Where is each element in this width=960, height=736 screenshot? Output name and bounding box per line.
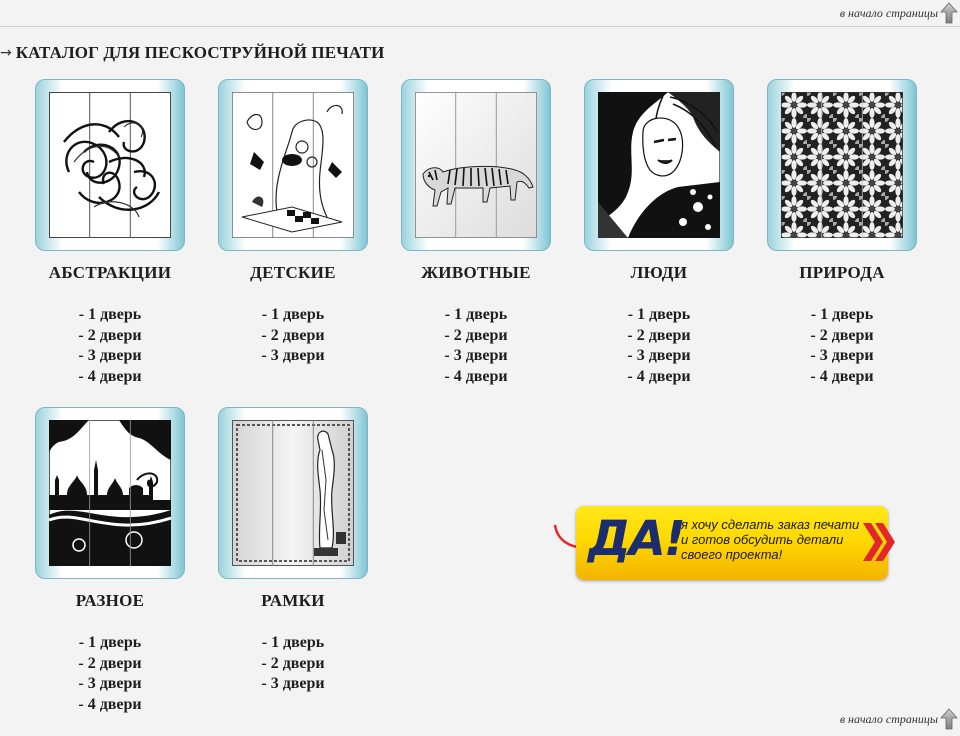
- category-card-nature: [767, 79, 917, 386]
- category-card-people: [584, 79, 734, 386]
- back-to-top-label: в начало страницы: [839, 5, 938, 20]
- category-name-kids[interactable]: ДЕТСКИЕ: [250, 263, 336, 282]
- door-option-2[interactable]: - 2 двери: [78, 326, 142, 344]
- arrow-right-icon: →: [0, 45, 12, 61]
- door-option-4[interactable]: - 4 двери: [444, 368, 508, 386]
- category-thumbnail-nature[interactable]: [767, 79, 917, 251]
- category-name-people[interactable]: ЛЮДИ: [630, 263, 688, 282]
- category-name-animals[interactable]: ЖИВОТНЫЕ: [421, 263, 531, 282]
- section-header: [0, 43, 384, 63]
- cta-text: я хочу сделать заказ печати и готов обсудить детали своего проекта!: [681, 517, 860, 562]
- top-bar: [0, 0, 960, 27]
- category-name-abstractions[interactable]: АБСТРАКЦИИ: [48, 263, 172, 282]
- door-option-3[interactable]: - 3 двери: [78, 675, 142, 693]
- door-options-misc: [20, 633, 200, 716]
- category-name-nature[interactable]: ПРИРОДА: [799, 263, 885, 282]
- door-option-3[interactable]: - 3 двери: [78, 347, 142, 365]
- category-thumbnail-animals[interactable]: [401, 79, 551, 251]
- category-card-animals: [401, 79, 551, 386]
- category-name-misc[interactable]: РАЗНОЕ: [75, 591, 145, 610]
- door-option-4[interactable]: - 4 двери: [78, 368, 142, 386]
- oriental-city-image: [49, 420, 171, 566]
- door-option-1[interactable]: - 1 дверь: [261, 634, 325, 651]
- category-thumbnail-abstractions[interactable]: [35, 79, 185, 251]
- category-thumbnail-people[interactable]: [584, 79, 734, 251]
- category-name-frames[interactable]: РАМКИ: [261, 591, 325, 610]
- category-thumbnail-kids[interactable]: [218, 79, 368, 251]
- category-thumbnail-frames[interactable]: [218, 407, 368, 579]
- woman-portrait-image: [598, 92, 720, 238]
- door-options-frames: [203, 633, 383, 695]
- door-option-2[interactable]: - 2 двери: [261, 326, 325, 344]
- category-card-misc: [35, 407, 185, 714]
- back-to-top-link-bottom[interactable]: [840, 708, 958, 730]
- abstract-swirl-image: [49, 92, 171, 238]
- door-option-4[interactable]: - 4 двери: [78, 696, 142, 714]
- up-arrow-icon: [940, 2, 958, 24]
- door-option-3[interactable]: - 3 двери: [261, 347, 325, 365]
- door-option-3[interactable]: - 3 двери: [444, 347, 508, 365]
- tiger-image: [415, 92, 537, 238]
- cta-headline: ДА!: [588, 511, 684, 567]
- frame-statue-image: [232, 420, 354, 566]
- door-option-4[interactable]: - 4 двери: [810, 368, 874, 386]
- door-option-4[interactable]: - 4 двери: [627, 368, 691, 386]
- back-to-top-link[interactable]: [840, 2, 958, 24]
- door-option-1[interactable]: - 1 дверь: [444, 306, 508, 323]
- category-thumbnail-misc[interactable]: [35, 407, 185, 579]
- door-option-2[interactable]: - 2 двери: [810, 326, 874, 344]
- door-options-abstractions: [20, 305, 200, 388]
- door-options-kids: [203, 305, 383, 367]
- door-option-1[interactable]: - 1 дверь: [78, 306, 142, 323]
- door-options-people: [569, 305, 749, 388]
- up-arrow-icon: [940, 708, 958, 730]
- door-option-2[interactable]: - 2 двери: [627, 326, 691, 344]
- door-option-1[interactable]: - 1 дверь: [627, 306, 691, 323]
- door-options-animals: [386, 305, 566, 388]
- door-option-2[interactable]: - 2 двери: [78, 654, 142, 672]
- door-option-2[interactable]: - 2 двери: [444, 326, 508, 344]
- order-cta-button[interactable]: [551, 503, 896, 583]
- category-card-frames: [218, 407, 368, 693]
- door-option-3[interactable]: - 3 двери: [261, 675, 325, 693]
- category-card-kids: [218, 79, 368, 365]
- page-title: КАТАЛОГ ДЛЯ ПЕСКОСТРУЙНОЙ ПЕЧАТИ: [15, 43, 385, 62]
- door-option-1[interactable]: - 1 дверь: [810, 306, 874, 323]
- door-option-3[interactable]: - 3 двери: [810, 347, 874, 365]
- door-options-nature: [752, 305, 932, 388]
- door-option-1[interactable]: - 1 дверь: [261, 306, 325, 323]
- back-to-top-label: в начало страницы: [839, 711, 938, 726]
- chevron-right-icon: [859, 519, 899, 565]
- door-option-1[interactable]: - 1 дверь: [78, 634, 142, 651]
- children-scene-image: [232, 92, 354, 238]
- category-card-abstractions: [35, 79, 185, 386]
- flowers-image: [781, 92, 903, 238]
- door-option-2[interactable]: - 2 двери: [261, 654, 325, 672]
- door-option-3[interactable]: - 3 двери: [627, 347, 691, 365]
